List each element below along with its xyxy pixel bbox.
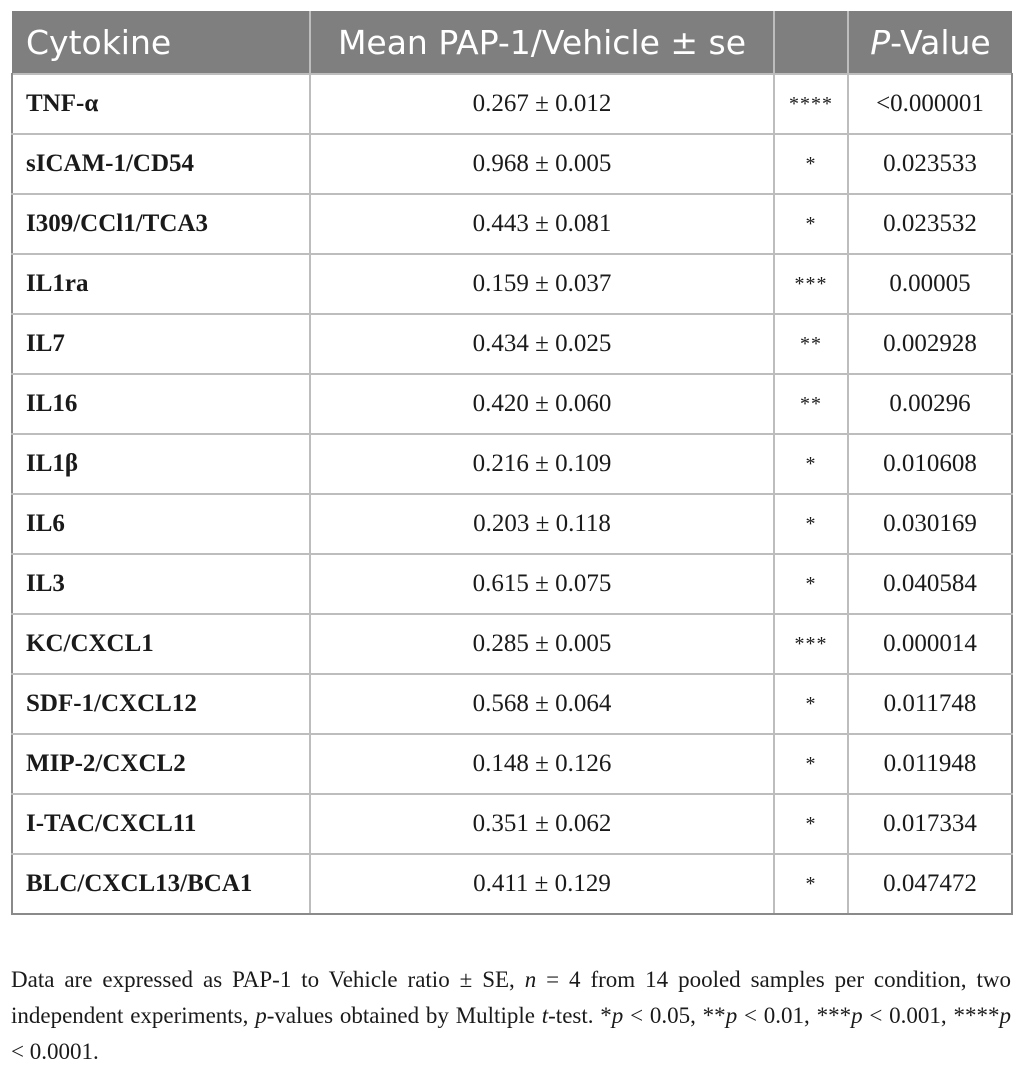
cell-significance: ***	[774, 614, 848, 674]
cell-p-value: 0.00296	[848, 374, 1012, 434]
footnote-text-2: = 4 from 14 pooled samples per condition, two independent experiments,	[11, 967, 1011, 1028]
table-row	[12, 194, 1012, 254]
cell-p-value: 0.010608	[848, 434, 1012, 494]
footnote-text-1: Data are expressed as PAP-1 to Vehicle ratio ± SE,	[11, 967, 525, 992]
cell-p-value: 0.011748	[848, 674, 1012, 734]
cell-mean: 0.615 ± 0.075	[310, 554, 774, 614]
cell-cytokine: sICAM-1/CD54	[12, 134, 310, 194]
footnote-t-symbol: t	[541, 1003, 549, 1028]
cell-p-value: 0.002928	[848, 314, 1012, 374]
table-row	[12, 554, 1012, 614]
cell-p-value: 0.047472	[848, 854, 1012, 914]
table-row	[12, 674, 1012, 734]
cell-mean: 0.568 ± 0.064	[310, 674, 774, 734]
header-p-italic: P	[870, 22, 891, 62]
footnote-text-3: -values obtained by Multiple	[266, 1003, 542, 1028]
header-p-value	[848, 11, 1012, 74]
cell-significance: *	[774, 734, 848, 794]
cell-mean: 0.411 ± 0.129	[310, 854, 774, 914]
footnote-sig4-p: p	[999, 1003, 1011, 1028]
footnote-sig2-rest: < 0.01, ***	[737, 1003, 852, 1028]
cell-significance: *	[774, 854, 848, 914]
table-header-row	[12, 11, 1012, 74]
cell-p-value: <0.000001	[848, 74, 1012, 134]
cell-mean: 0.285 ± 0.005	[310, 614, 774, 674]
table-row	[12, 134, 1012, 194]
cell-significance: *	[774, 194, 848, 254]
table-footnote	[11, 962, 1011, 1070]
cell-mean: 0.267 ± 0.012	[310, 74, 774, 134]
footnote-n-symbol: n	[524, 967, 537, 992]
cell-significance: *	[774, 794, 848, 854]
cell-mean: 0.351 ± 0.062	[310, 794, 774, 854]
cell-p-value: 0.023532	[848, 194, 1012, 254]
footnote-p-symbol: p	[255, 1003, 267, 1028]
cell-significance: ****	[774, 74, 848, 134]
cell-cytokine: IL1β	[12, 434, 310, 494]
cell-significance: *	[774, 134, 848, 194]
footnote-sig4-rest: < 0.0001.	[11, 1039, 99, 1064]
footnote-sig2-p: p	[725, 1003, 738, 1028]
cell-mean: 0.216 ± 0.109	[310, 434, 774, 494]
cell-cytokine: IL3	[12, 554, 310, 614]
header-cytokine: Cytokine	[12, 11, 310, 74]
cell-p-value: 0.000014	[848, 614, 1012, 674]
cell-cytokine: TNF-α	[12, 74, 310, 134]
cell-cytokine: KC/CXCL1	[12, 614, 310, 674]
cell-mean: 0.968 ± 0.005	[310, 134, 774, 194]
cell-significance: ***	[774, 254, 848, 314]
cell-p-value: 0.00005	[848, 254, 1012, 314]
table-row	[12, 74, 1012, 134]
cell-significance: **	[774, 314, 848, 374]
footnote-text-4: -test. *	[548, 1003, 612, 1028]
cell-cytokine: IL16	[12, 374, 310, 434]
cell-mean: 0.148 ± 0.126	[310, 734, 774, 794]
table-body	[12, 74, 1012, 914]
table-row	[12, 854, 1012, 914]
cell-mean: 0.203 ± 0.118	[310, 494, 774, 554]
cell-p-value: 0.011948	[848, 734, 1012, 794]
table-row	[12, 794, 1012, 854]
header-significance	[774, 11, 848, 74]
cytokine-table	[11, 11, 1013, 915]
table-row	[12, 614, 1012, 674]
cell-significance: *	[774, 494, 848, 554]
cell-p-value: 0.040584	[848, 554, 1012, 614]
cell-mean: 0.434 ± 0.025	[310, 314, 774, 374]
cell-p-value: 0.023533	[848, 134, 1012, 194]
cell-p-value: 0.017334	[848, 794, 1012, 854]
table-row	[12, 314, 1012, 374]
cell-mean: 0.443 ± 0.081	[310, 194, 774, 254]
table-row	[12, 374, 1012, 434]
cell-cytokine: I-TAC/CXCL11	[12, 794, 310, 854]
table-row	[12, 254, 1012, 314]
cell-cytokine: IL6	[12, 494, 310, 554]
cell-cytokine: SDF-1/CXCL12	[12, 674, 310, 734]
table-row	[12, 434, 1012, 494]
footnote-sig1-rest: < 0.05, **	[623, 1003, 726, 1028]
cell-significance: **	[774, 374, 848, 434]
cytokine-table-container	[11, 11, 1011, 915]
cell-significance: *	[774, 434, 848, 494]
cell-cytokine: IL7	[12, 314, 310, 374]
cell-cytokine: BLC/CXCL13/BCA1	[12, 854, 310, 914]
cell-mean: 0.159 ± 0.037	[310, 254, 774, 314]
footnote-sig3-p: p	[851, 1003, 863, 1028]
table-row	[12, 734, 1012, 794]
table-row	[12, 494, 1012, 554]
cell-cytokine: IL1ra	[12, 254, 310, 314]
cell-cytokine: MIP-2/CXCL2	[12, 734, 310, 794]
footnote-sig1-p: p	[611, 1003, 624, 1028]
header-p-rest: -Value	[890, 22, 991, 62]
header-mean-ratio: Mean PAP-1/Vehicle ± se	[310, 11, 774, 74]
cell-cytokine: I309/CCl1/TCA3	[12, 194, 310, 254]
cell-mean: 0.420 ± 0.060	[310, 374, 774, 434]
cell-significance: *	[774, 554, 848, 614]
footnote-sig3-rest: < 0.001, ****	[862, 1003, 1000, 1028]
cell-significance: *	[774, 674, 848, 734]
cell-p-value: 0.030169	[848, 494, 1012, 554]
